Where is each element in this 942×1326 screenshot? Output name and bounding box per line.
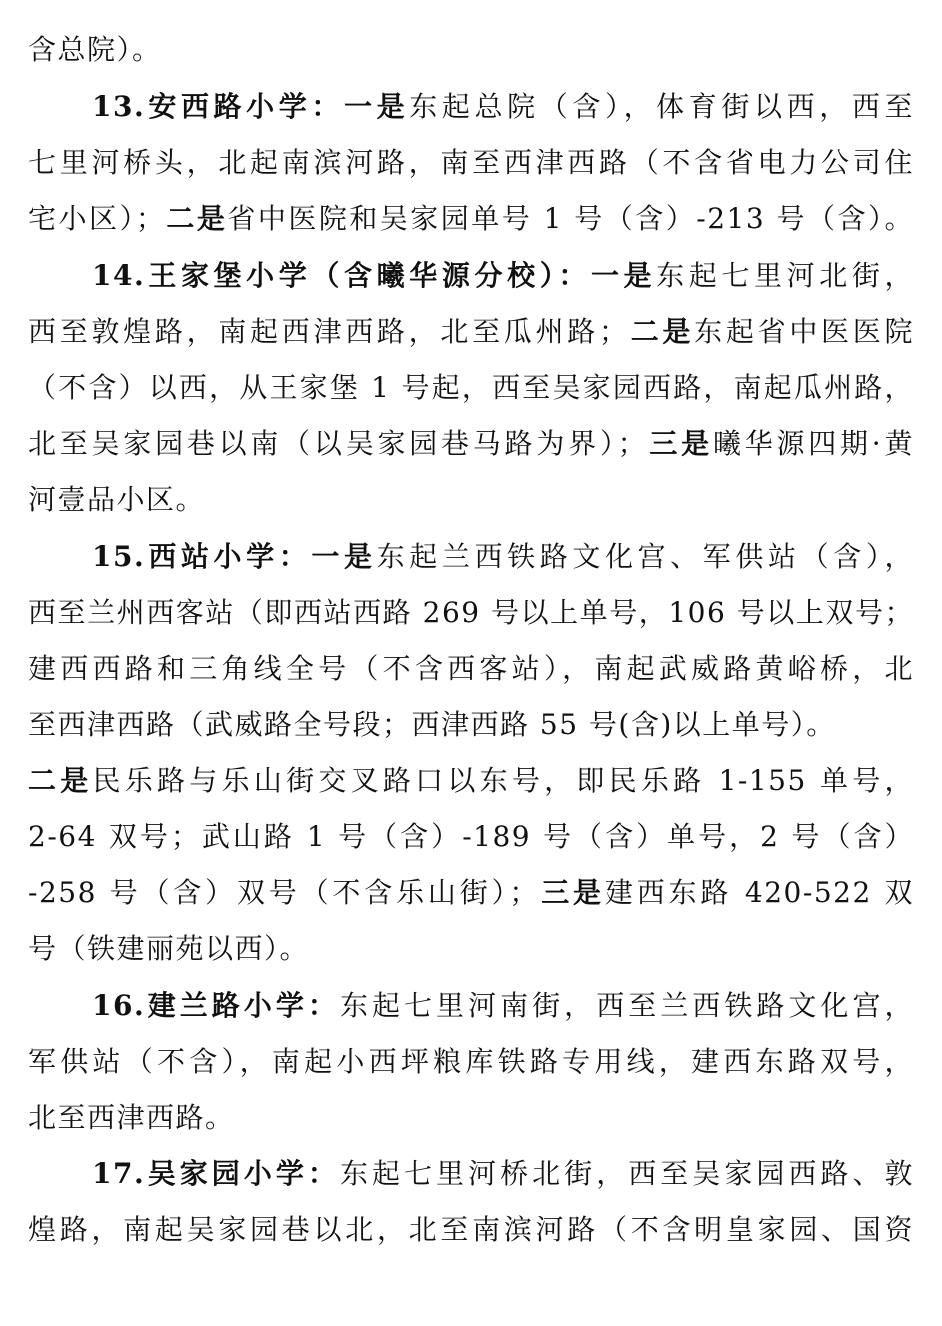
heading-line-15 [92, 537, 914, 577]
text-line [28, 761, 914, 801]
school-heading: 15.西站小学： [92, 540, 312, 573]
text: 七里河桥头，北起南滨河路，南至西津西路（不含省电力公司住 [28, 146, 914, 179]
heading-line-14 [92, 256, 914, 296]
heading-line-13 [92, 87, 914, 127]
text-line [28, 593, 914, 633]
text: 民乐路与乐山街交叉路口以东号，即民乐路 1-155 单号， [92, 764, 914, 797]
ordinal-label: 二是 [165, 202, 228, 235]
text: 建西西路和三角线全号（不含西客站），南起武威路黄峪桥，北 [28, 652, 914, 685]
text: -258 号（含）双号（不含乐山街）； [28, 876, 539, 909]
text: 东起七里河北街， [656, 259, 914, 292]
text: 西至兰州西客站（即西站西路 269 号以上单号，106 号以上双号； [28, 596, 914, 629]
text: 宅小区）； [28, 202, 166, 235]
school-heading: 16.建兰路小学： [92, 989, 340, 1022]
ordinal-label: 二是 [628, 315, 695, 348]
heading-line-17 [92, 1154, 914, 1194]
text-line [28, 873, 914, 913]
text: 东起兰西铁路文化宫、军供站（含）， [376, 540, 914, 573]
text: 建西东路 420-522 双 [604, 876, 914, 909]
text: 含总院）。 [28, 33, 162, 66]
text-line [28, 1098, 914, 1138]
ordinal-label: 一是 [590, 259, 657, 292]
ordinal-label: 三是 [538, 876, 605, 909]
text: 煌路，南起吴家园巷以北，北至南滨河路（不含明皇家园、国资 [28, 1213, 914, 1246]
ordinal-label: 二是 [28, 764, 93, 797]
school-heading: 14.王家堡小学（含曦华源分校）： [92, 259, 591, 292]
text: 东起七里河南街，西至兰西铁路文化宫， [339, 989, 914, 1022]
text: 东起省中医医院 [694, 315, 914, 348]
text: 至西津西路（武威路全号段；西津西路 55 号(含)以上单号）。 [28, 708, 836, 741]
text: 河壹品小区。 [28, 483, 206, 516]
text: 曦华源四期·黄 [712, 427, 914, 460]
school-heading: 17.吴家园小学： [92, 1157, 340, 1190]
text: 军供站（不含），南起小西坪粮库铁路专用线，建西东路双号， [28, 1045, 914, 1078]
text: （不含）以西，从王家堡 1 号起，西至吴家园西路，南起瓜州路， [28, 371, 914, 404]
school-heading: 13.安西路小学： [92, 90, 345, 123]
text-line [28, 817, 914, 857]
text-line [28, 30, 914, 70]
text-line [28, 480, 914, 520]
text-line [28, 312, 914, 352]
text-line [28, 929, 914, 969]
text-line [28, 1042, 914, 1082]
ordinal-label: 一是 [311, 540, 377, 573]
text: 北至吴家园巷以南（以吴家园巷马路为界）； [28, 427, 648, 460]
heading-line-16 [92, 986, 914, 1026]
text: 号（铁建丽苑以西）。 [28, 932, 310, 965]
text: 省中医院和吴家园单号 1 号（含）-213 号（含）。 [227, 202, 914, 235]
text: 东起总院（含），体育街以西，西至 [409, 90, 914, 123]
text: 2-64 双号；武山路 1 号（含）-189 号（含）单号，2 号（含） [28, 820, 914, 853]
text: 东起七里河桥北街，西至吴家园西路、敦 [339, 1157, 914, 1190]
text-line [28, 143, 914, 183]
text-line [28, 424, 914, 464]
text-line [28, 705, 914, 745]
text: 北至西津西路。 [28, 1101, 235, 1134]
text-line [28, 649, 914, 689]
text-line [28, 368, 914, 408]
text: 西至敦煌路，南起西津西路，北至瓜州路； [28, 315, 629, 348]
text-line [28, 1210, 914, 1250]
text-line [28, 199, 914, 239]
ordinal-label: 三是 [647, 427, 713, 460]
ordinal-label: 一是 [344, 90, 410, 123]
